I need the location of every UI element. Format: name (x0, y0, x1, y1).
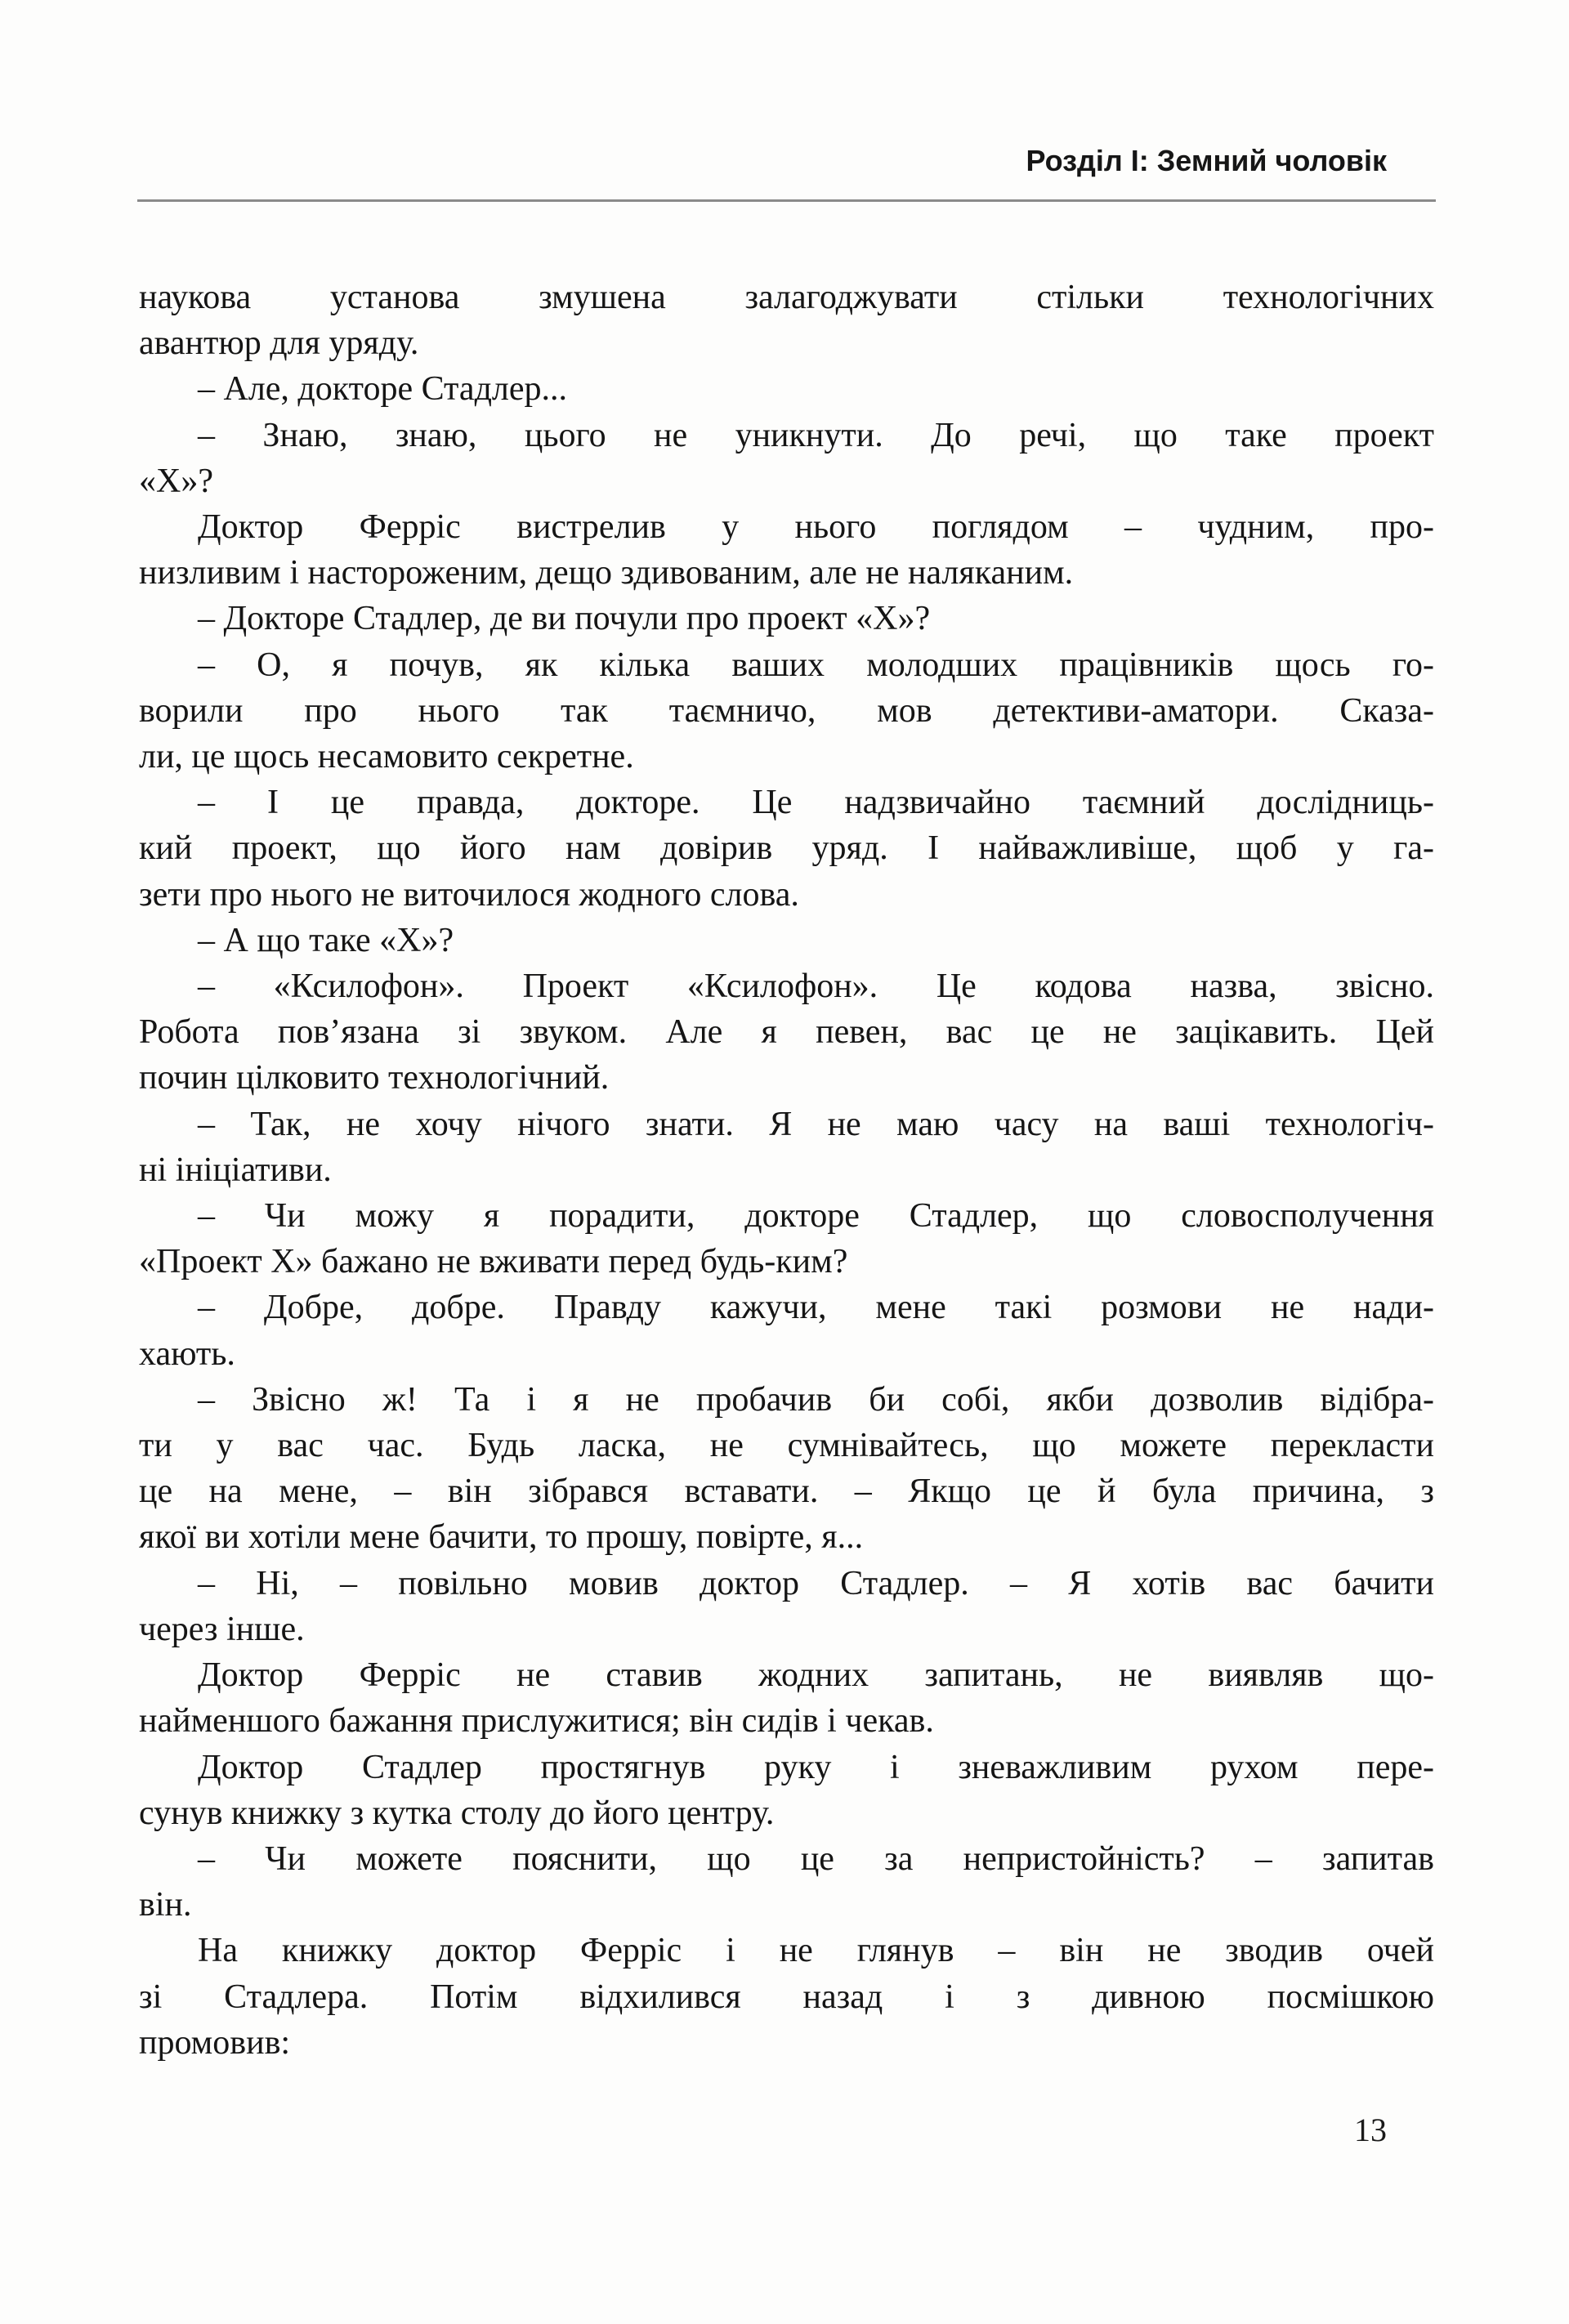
paragraph (139, 1561, 1434, 1652)
text-line: Доктор Ферріс не ставив жодних запитань, не виявляв що- (198, 1656, 1434, 1695)
text-line: це на мене, – він зібрався вставати. – Якщо це й була причина, з (139, 1473, 1434, 1511)
text-line: Доктор Стадлер простягнув руку і зневажливим рухом пере- (198, 1748, 1434, 1786)
text-line: наукова установа змушена залагоджувати стільки технологічних (139, 279, 1434, 316)
text-line: сунув книжку з кутка столу до його центру. (139, 1794, 775, 1832)
paragraph (139, 366, 1434, 412)
text-line: – Ні, – повільно мовив доктор Стадлер. – Я хотів вас бачити (198, 1564, 1434, 1602)
text-line: ворили про нього так таємничо, мов детективи-аматори. Сказа- (139, 691, 1434, 730)
text-line: ти у вас час. Будь ласка, не сумнівайтесь, що можете перекласти (139, 1427, 1434, 1465)
text-line: – І це правда, докторе. Це надзвичайно таємний дослідниць- (198, 784, 1434, 822)
text-line: – А що таке «Х»? (198, 921, 454, 959)
text-line: кий проект, що його нам довірив уряд. І найважливіше, щоб у га- (139, 829, 1434, 868)
paragraph (139, 1193, 1434, 1285)
header-divider-rule (137, 199, 1436, 202)
text-line: На книжку доктор Ферріс і не глянув – він не зводив очей (198, 1932, 1434, 1970)
paragraph (139, 642, 1434, 780)
paragraph (139, 1285, 1434, 1376)
text-line: зі Стадлера. Потім відхилився назад і з дивною посмішкою (139, 1978, 1434, 2016)
paragraph (139, 1745, 1434, 1836)
text-line: – О, я почув, як кілька ваших молодших працівників щось го- (198, 646, 1434, 684)
text-line: хають. (139, 1334, 235, 1373)
text-line: – Чи можу я порадити, докторе Стадлер, що словосполучення (198, 1197, 1434, 1236)
text-line: через інше. (139, 1610, 305, 1648)
text-line: промовив: (139, 2023, 291, 2062)
paragraph (139, 1836, 1434, 1928)
text-line: ні ініціативи. (139, 1151, 332, 1189)
text-line: низливим і настороженим, дещо здивованим, але не наляканим. (139, 554, 1074, 592)
text-line: авантюр для уряду. (139, 324, 419, 363)
text-line: – Знаю, знаю, цього не уникнути. До речі, що таке проект (198, 416, 1434, 454)
paragraph (139, 963, 1434, 1102)
text-line: Робота пов’язана зі звуком. Але я певен, вас це не зацікавить. Цей (139, 1013, 1434, 1052)
text-line: ли, це щось несамовито секретне. (139, 738, 634, 776)
text-line: – Докторе Стадлер, де ви почули про проект «Х»? (198, 600, 931, 638)
paragraph (139, 780, 1434, 918)
paragraph (139, 275, 1434, 366)
paragraph (139, 1652, 1434, 1744)
paragraph (139, 504, 1434, 596)
text-line: зети про нього не виточилося жодного слова. (139, 875, 799, 914)
text-line: – Так, не хочу нічого знати. Я не маю часу на ваші технологіч- (198, 1105, 1434, 1143)
text-line: – Звісно ж! Та і я не пробачив би собі, якби дозволив відібра- (198, 1380, 1434, 1419)
paragraph (139, 1928, 1434, 2066)
text-line: «Проект Х» бажано не вживати перед будь-ким? (139, 1243, 848, 1281)
paragraph (139, 596, 1434, 641)
text-line: – Чи можете пояснити, що це за непристойність? – запитав (198, 1839, 1434, 1878)
text-line: – «Ксилофон». Проект «Ксилофон». Це кодова назва, звісно. (198, 968, 1434, 1006)
text-line: почин цілковито технологічний. (139, 1059, 610, 1097)
text-line: якої ви хотіли мене бачити, то прошу, повірте, я... (139, 1518, 864, 1557)
running-head-chapter-title: Розділ І: Земний чоловік (1026, 144, 1387, 177)
text-line: – Добре, добре. Правду кажучи, мене такі розмови не нади- (198, 1289, 1434, 1327)
page-number: 13 (1354, 2112, 1387, 2148)
paragraph (139, 413, 1434, 504)
text-line: «Х»? (139, 462, 213, 500)
text-line: він. (139, 1886, 192, 1924)
paragraph (139, 918, 1434, 963)
paragraph (139, 1102, 1434, 1193)
text-line: найменшого бажання прислужитися; він сидів і чекав. (139, 1702, 934, 1741)
page-body-text (139, 275, 1434, 2066)
paragraph (139, 1377, 1434, 1561)
text-line: – Але, докторе Стадлер... (198, 370, 568, 409)
text-line: Доктор Ферріс вистрелив у нього поглядом – чудним, про- (198, 508, 1434, 547)
